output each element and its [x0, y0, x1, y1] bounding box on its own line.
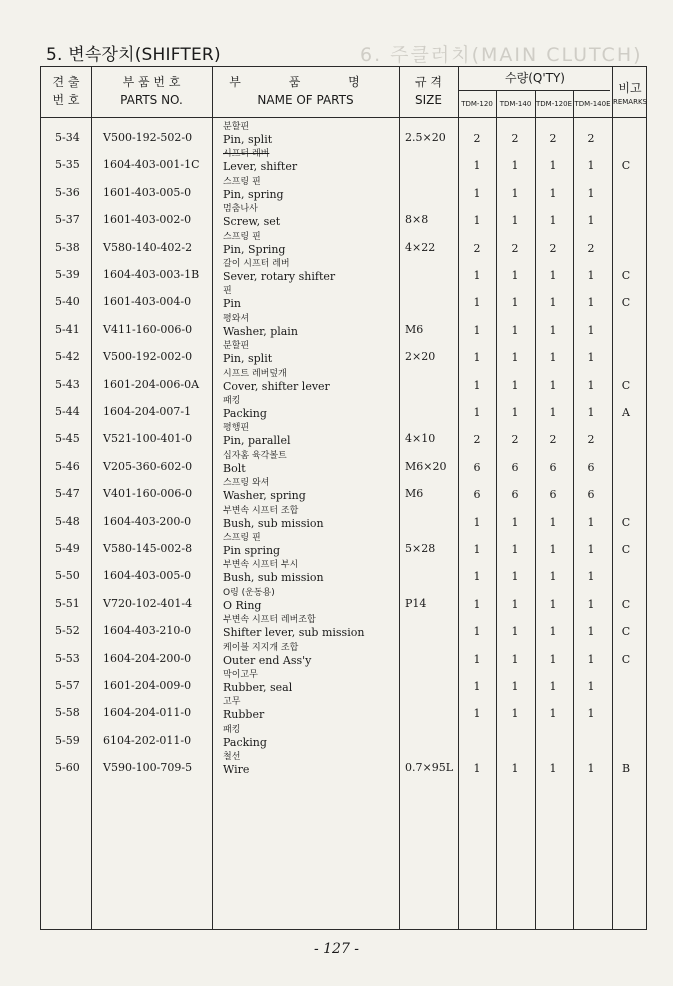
part-name-en: Cover, shifter lever	[223, 379, 330, 393]
remarks: C	[621, 159, 631, 173]
part-name-ko: 패킹	[223, 724, 241, 735]
qty-tdm-140: 1	[511, 652, 519, 666]
qty-tdm-140e: 1	[587, 680, 595, 693]
header-q3: TDM-120E	[535, 100, 572, 108]
part-size: 4×22	[405, 240, 436, 254]
part-name-en: Wire	[223, 763, 250, 777]
qty-tdm-120: 1	[473, 269, 481, 282]
qty-tdm-120e: 1	[549, 680, 557, 693]
parts-number: V205-360-602-0	[103, 459, 193, 473]
qty-tdm-140e: 1	[587, 762, 595, 776]
item-number: 5-43	[55, 377, 80, 391]
qty-tdm-140: 1	[511, 159, 519, 173]
qty-tdm-140e: 1	[587, 707, 595, 721]
parts-number: V411-160-006-0	[103, 322, 193, 336]
part-name-ko: 갈이 시프터 레버	[223, 259, 290, 269]
table-row	[41, 448, 646, 475]
part-name-en: Pin spring	[223, 544, 281, 557]
qty-tdm-120: 1	[473, 406, 481, 419]
header-remarks	[612, 79, 648, 107]
item-number: 5-36	[55, 185, 80, 199]
qty-tdm-120: 1	[473, 652, 481, 666]
qty-tdm-120: 1	[473, 543, 481, 556]
parts-number: V521-100-401-0	[103, 432, 193, 446]
table-row	[41, 640, 646, 667]
qty-tdm-120e: 1	[549, 378, 557, 392]
part-name-en: Packing	[223, 407, 267, 420]
item-number: 5-51	[55, 596, 80, 610]
qty-tdm-140e: 1	[587, 652, 595, 666]
parts-number: V720-102-401-4	[103, 596, 193, 610]
item-number: 5-53	[55, 651, 80, 665]
parts-number: 1604-403-200-0	[103, 514, 192, 528]
qty-tdm-140: 1	[511, 625, 519, 639]
qty-tdm-120: 2	[473, 241, 481, 255]
parts-number: 1601-204-006-0A	[103, 377, 200, 391]
parts-number: 1604-403-210-0	[103, 624, 192, 638]
table-row	[41, 119, 646, 146]
part-name-en: Sever, rotary shifter	[223, 270, 336, 283]
qty-tdm-120e: 1	[549, 214, 557, 228]
header-name	[212, 73, 399, 109]
part-name-ko: 스프링 와셔	[223, 478, 270, 489]
remarks: C	[621, 378, 631, 392]
parts-number: V401-160-006-0	[103, 487, 193, 501]
header-name-ko: 부 품 명	[229, 75, 382, 89]
qty-tdm-120: 2	[473, 132, 481, 145]
qty-tdm-140e: 1	[587, 186, 595, 200]
item-number: 5-34	[55, 131, 80, 144]
qty-tdm-120e: 1	[549, 570, 557, 584]
qty-tdm-120e: 1	[549, 652, 557, 666]
part-name-en: Rubber, seal	[223, 681, 293, 694]
table-row	[41, 475, 646, 502]
part-name-ko: 핀	[223, 286, 232, 297]
item-number: 5-48	[55, 514, 80, 528]
qty-tdm-140e: 1	[587, 378, 595, 392]
qty-tdm-140: 1	[511, 296, 519, 310]
qty-tdm-140: 1	[511, 680, 519, 693]
qty-tdm-140: 1	[511, 570, 519, 584]
qty-tdm-140: 1	[511, 406, 519, 419]
item-number: 5-50	[55, 569, 80, 583]
part-size: P14	[405, 596, 427, 610]
header-size-ko: 규 격	[415, 75, 442, 89]
parts-number: V590-100-709-5	[103, 761, 193, 775]
ghost-header: 6. 주클러치(MAIN CLUTCH)	[360, 44, 643, 66]
header-q4: TDM-140E	[574, 100, 611, 108]
qty-tdm-140: 1	[511, 214, 519, 228]
qty-tdm-120: 1	[473, 159, 481, 173]
part-name-en: Pin, parallel	[223, 434, 291, 448]
qty-tdm-140e: 1	[587, 214, 595, 228]
qty-tdm-140: 6	[511, 488, 519, 502]
page-number: - 127 -	[313, 941, 360, 957]
item-number: 5-58	[55, 706, 80, 720]
qty-tdm-120e: 1	[549, 323, 557, 337]
table-row	[41, 557, 646, 584]
table-row	[41, 585, 646, 612]
qty-tdm-120e: 6	[549, 488, 557, 502]
part-size: 4×10	[405, 432, 436, 446]
table-row	[41, 749, 646, 776]
qty-tdm-140e: 1	[587, 625, 595, 639]
table-row	[41, 146, 646, 173]
qty-tdm-140: 1	[511, 707, 519, 721]
header-no	[41, 73, 91, 109]
header-name-en: NAME OF PARTS	[257, 93, 354, 107]
qty-tdm-120e: 1	[549, 707, 557, 721]
item-number: 5-44	[55, 405, 80, 418]
qty-tdm-120: 1	[473, 762, 481, 776]
item-number: 5-39	[55, 268, 80, 281]
remarks: C	[621, 652, 631, 666]
part-size: 2.5×20	[405, 131, 446, 144]
part-name-en: Rubber	[223, 708, 265, 722]
qty-tdm-120e: 1	[549, 406, 557, 419]
part-name-en: Pin, split	[223, 352, 273, 366]
qty-tdm-120e: 1	[549, 762, 557, 776]
qty-tdm-140: 1	[511, 323, 519, 337]
qty-tdm-140: 1	[511, 269, 519, 282]
part-name-en: Outer end Ass'y	[223, 653, 312, 667]
qty-tdm-140e: 1	[587, 406, 595, 419]
part-name-en: Pin	[223, 297, 242, 311]
qty-tdm-120e: 2	[549, 433, 557, 447]
item-number: 5-45	[55, 432, 80, 446]
item-number: 5-49	[55, 542, 80, 555]
part-name-ko: 평행핀	[223, 423, 250, 434]
qty-tdm-140e: 1	[587, 323, 595, 337]
parts-number: 1604-204-007-1	[103, 405, 192, 418]
parts-number: 1601-403-002-0	[103, 213, 192, 227]
table-row	[41, 694, 646, 721]
part-name-ko: 스프링 핀	[223, 231, 261, 242]
qty-tdm-140: 2	[511, 433, 519, 447]
table-row	[41, 366, 646, 393]
part-size: M6×20	[405, 459, 447, 473]
item-number: 5-47	[55, 487, 80, 501]
item-number: 5-40	[55, 295, 80, 309]
remarks: A	[622, 406, 630, 419]
header-parts-no	[91, 73, 212, 109]
qty-tdm-120e: 1	[549, 159, 557, 173]
table-row	[41, 393, 646, 420]
item-number: 5-35	[55, 158, 80, 172]
qty-tdm-120e: 1	[549, 625, 557, 639]
table-row	[41, 283, 646, 310]
parts-number: 1604-403-003-1B	[103, 268, 200, 281]
parts-table	[40, 66, 647, 930]
table-row	[41, 201, 646, 228]
qty-tdm-120e: 1	[549, 351, 557, 365]
parts-number: 6104-202-011-0	[103, 733, 192, 747]
part-name-ko: 막이고무	[223, 670, 258, 680]
item-number: 5-41	[55, 322, 80, 336]
part-name-ko: 평와셔	[223, 313, 250, 324]
qty-tdm-140: 2	[511, 132, 519, 145]
header-q1: TDM-120	[461, 100, 493, 108]
remarks: C	[621, 625, 631, 639]
table-row	[41, 338, 646, 365]
part-name-ko: 멈춤나사	[223, 204, 258, 215]
item-number: 5-60	[55, 761, 80, 775]
part-name-en: Bush, sub mission	[223, 516, 324, 530]
part-name-ko: 고무	[223, 697, 241, 708]
qty-tdm-120: 1	[473, 515, 481, 529]
header-size	[399, 73, 458, 109]
qty-tdm-120e: 1	[549, 296, 557, 310]
part-name-ko: 패킹	[223, 396, 241, 406]
part-name-en: Shifter lever, sub mission	[223, 626, 365, 640]
item-number: 5-42	[55, 350, 80, 364]
part-name-en: O Ring	[223, 598, 262, 612]
table-row	[41, 311, 646, 338]
item-number: 5-59	[55, 733, 80, 747]
header-rem-en: REMARKS	[612, 98, 647, 106]
parts-number: 1604-403-001-1C	[103, 158, 200, 172]
remarks: C	[621, 269, 631, 282]
part-name-en: Packing	[223, 735, 267, 749]
remarks: C	[621, 515, 631, 529]
qty-tdm-140: 1	[511, 762, 519, 776]
table-row	[41, 722, 646, 749]
qty-tdm-120e: 1	[549, 543, 557, 556]
table-row	[41, 667, 646, 694]
parts-number: V580-140-402-2	[103, 240, 193, 254]
table-row	[41, 503, 646, 530]
qty-tdm-120: 1	[473, 680, 481, 693]
qty-tdm-140: 1	[511, 351, 519, 365]
qty-tdm-120: 1	[473, 597, 481, 611]
part-size: M6	[405, 487, 424, 501]
part-name-en: Washer, spring	[223, 489, 306, 503]
parts-number: 1601-204-009-0	[103, 679, 192, 692]
header-size-en: SIZE	[415, 93, 442, 107]
qty-tdm-120: 1	[473, 214, 481, 228]
qty-tdm-140e: 1	[587, 159, 595, 173]
qty-tdm-120: 1	[473, 625, 481, 639]
qty-tdm-140e: 6	[587, 488, 595, 502]
item-number: 5-52	[55, 624, 80, 638]
table-row	[41, 229, 646, 256]
part-size: 8×8	[405, 213, 429, 227]
part-size: M6	[405, 322, 424, 336]
qty-tdm-120e: 1	[549, 597, 557, 611]
part-size: 0.7×95L	[405, 761, 454, 775]
qty-tdm-140: 6	[511, 460, 519, 474]
remarks: C	[621, 543, 631, 556]
qty-tdm-120e: 1	[549, 515, 557, 529]
qty-tdm-140e: 1	[587, 269, 595, 282]
item-number: 5-37	[55, 213, 80, 227]
part-name-ko: 시프터 레버	[223, 149, 270, 160]
qty-tdm-120: 1	[473, 296, 481, 310]
part-name-ko: 분할핀	[223, 122, 250, 132]
table-row	[41, 174, 646, 201]
qty-tdm-140: 1	[511, 515, 519, 529]
parts-number: V500-192-502-0	[103, 131, 193, 144]
parts-number: 1601-403-005-0	[103, 185, 192, 199]
qty-tdm-120: 1	[473, 351, 481, 365]
part-name-ko: 철선	[223, 752, 241, 763]
item-number: 5-46	[55, 459, 80, 473]
qty-tdm-140e: 1	[587, 515, 595, 529]
part-name-ko: 부변속 시프터 조합	[223, 505, 299, 516]
remarks: C	[621, 296, 631, 310]
part-name-ko: 부변속 시프터 부시	[223, 560, 299, 571]
qty-tdm-140e: 1	[587, 351, 595, 365]
table-row	[41, 612, 646, 639]
qty-tdm-140e: 1	[587, 597, 595, 611]
parts-number: 1604-403-005-0	[103, 569, 192, 583]
part-name-en: Pin, split	[223, 133, 273, 146]
qty-tdm-120: 1	[473, 707, 481, 721]
qty-tdm-120e: 1	[549, 186, 557, 200]
table-row	[41, 256, 646, 283]
qty-tdm-120: 1	[473, 378, 481, 392]
qty-tdm-140: 1	[511, 378, 519, 392]
part-name-ko: 스프링 핀	[223, 533, 261, 543]
qty-tdm-120: 1	[473, 323, 481, 337]
parts-number: 1604-204-011-0	[103, 706, 192, 720]
qty-tdm-140e: 2	[587, 241, 595, 255]
parts-number: V580-145-002-8	[103, 542, 193, 555]
parts-number: V500-192-002-0	[103, 350, 193, 364]
section-title: 5. 변속장치(SHIFTER)	[46, 45, 221, 65]
qty-tdm-120: 1	[473, 570, 481, 584]
header-pn-ko: 부 품 번 호	[122, 75, 181, 89]
part-name-ko: 십자홈 육각볼트	[223, 450, 287, 461]
part-name-en: Pin, spring	[223, 187, 284, 201]
part-name-ko: 케이블 지지개 조합	[223, 642, 299, 653]
table-row	[41, 420, 646, 447]
qty-tdm-120e: 2	[549, 132, 557, 145]
qty-tdm-120: 6	[473, 460, 481, 474]
qty-tdm-140: 1	[511, 597, 519, 611]
qty-tdm-140: 1	[511, 186, 519, 200]
part-name-ko: 스프링 핀	[223, 176, 261, 187]
header-no-ko2: 번 호	[52, 93, 80, 107]
qty-tdm-120e: 6	[549, 460, 557, 474]
qty-tdm-120e: 1	[549, 269, 557, 282]
qty-tdm-140e: 2	[587, 132, 595, 145]
part-size: 2×20	[405, 350, 436, 364]
parts-number: 1601-403-004-0	[103, 295, 192, 309]
part-name-ko: 분할핀	[223, 341, 250, 352]
part-name-en: Bush, sub mission	[223, 571, 324, 585]
part-name-en: Pin, Spring	[223, 242, 286, 256]
header-divider	[41, 117, 646, 118]
part-name-ko: 부변속 시프터 레버조합	[223, 615, 316, 626]
item-number: 5-57	[55, 679, 80, 692]
header-qty: 수량(Q'TY)	[505, 71, 565, 85]
qty-tdm-140: 2	[511, 241, 519, 255]
header-rem-ko: 비고	[618, 81, 642, 95]
table-row	[41, 530, 646, 557]
part-size: 5×28	[405, 542, 436, 555]
remarks: B	[621, 762, 631, 776]
remarks: C	[621, 597, 631, 611]
qty-tdm-140e: 1	[587, 570, 595, 584]
item-number: 5-38	[55, 240, 80, 254]
qty-divider	[458, 90, 610, 91]
part-name-en: Bolt	[223, 461, 246, 475]
qty-tdm-140e: 1	[587, 543, 595, 556]
qty-tdm-140e: 6	[587, 460, 595, 474]
parts-number: 1604-204-200-0	[103, 651, 192, 665]
header-pn-en: PARTS NO.	[120, 93, 183, 107]
qty-tdm-120: 6	[473, 488, 481, 502]
part-name-en: Screw, set	[223, 215, 281, 229]
part-name-ko: O링 (운동용)	[223, 587, 275, 598]
part-name-en: Lever, shifter	[223, 160, 298, 174]
qty-tdm-120e: 2	[549, 241, 557, 255]
qty-tdm-140e: 2	[587, 433, 595, 447]
qty-tdm-140e: 1	[587, 296, 595, 310]
header-no-ko: 견 출	[52, 75, 80, 89]
qty-tdm-120: 1	[473, 186, 481, 200]
qty-tdm-140: 1	[511, 543, 519, 556]
qty-tdm-120: 2	[473, 433, 481, 447]
header-q2: TDM-140	[499, 100, 532, 108]
part-name-en: Washer, plain	[223, 324, 298, 338]
part-name-ko: 시프트 레버덮개	[223, 368, 287, 379]
